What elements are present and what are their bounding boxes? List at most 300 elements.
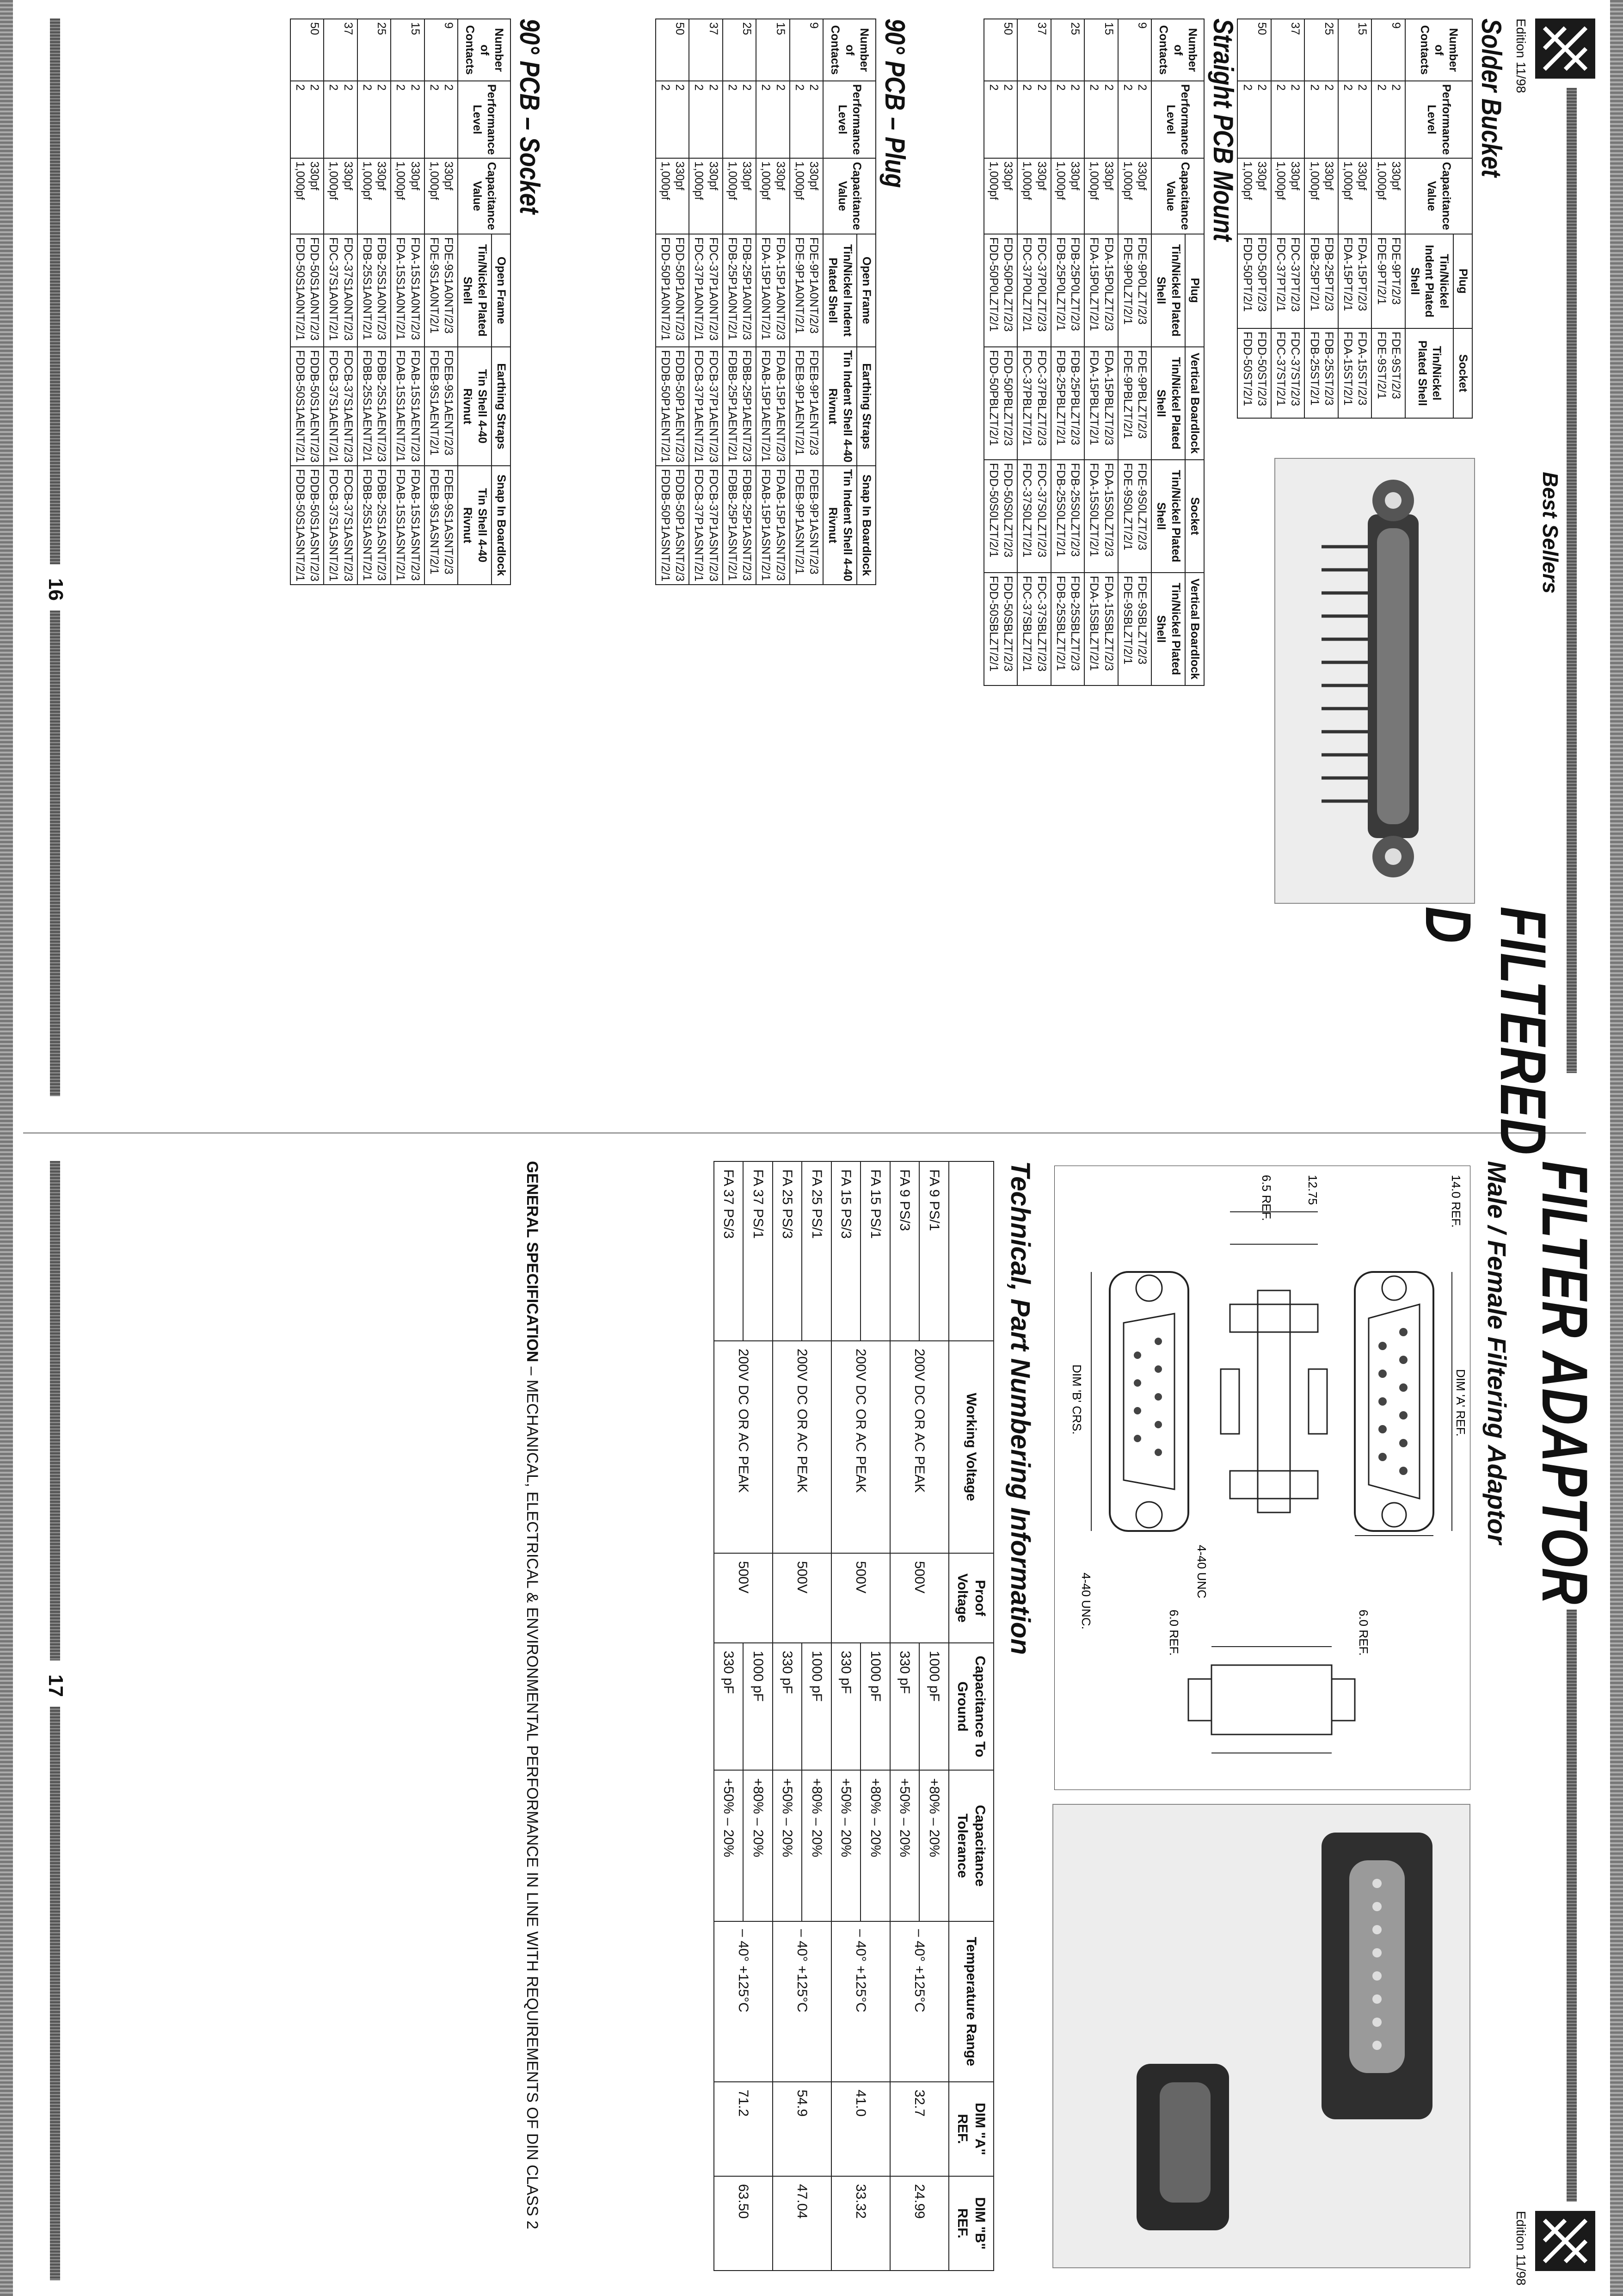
cell-a	[391, 234, 424, 347]
level-value: 2	[361, 84, 374, 91]
table-row	[920, 1161, 949, 2271]
level-value: 2	[1308, 84, 1321, 91]
cell-cap	[357, 158, 391, 234]
table-row	[790, 19, 824, 585]
cap-value: 1,000pf	[294, 161, 307, 200]
cell-vbl2	[1084, 573, 1118, 685]
col-plug: Plug	[1185, 234, 1204, 347]
contacts-value: 9	[807, 22, 821, 29]
cell-b	[324, 347, 357, 466]
c-value: FDBB-25S1ASNT/2/3	[375, 469, 388, 581]
plug-value: FDD-50PT/2/3	[1255, 237, 1268, 312]
cell-cap	[1084, 158, 1118, 234]
cap-tolerance: +50% – 20%	[890, 1770, 920, 1921]
c-value: FDCB-37P1ASNT/2/1	[692, 469, 706, 582]
cap-tolerance: +80% – 20%	[744, 1770, 773, 1921]
b-value: FDDB-50P1AENT/2/3	[673, 350, 687, 463]
cap-to-ground: 330 pF	[831, 1643, 861, 1771]
cell-contacts	[1017, 19, 1051, 81]
table-row	[357, 19, 391, 585]
cap-value: 1,000pf	[1274, 161, 1288, 200]
cap-value: 1,000pf	[361, 161, 374, 200]
col-cap: Capacitance Value	[823, 158, 876, 234]
socket-value: FDD-50S0LZT/2/3	[1002, 463, 1015, 558]
cap-value: 330pf	[1069, 161, 1082, 191]
dim-b-label: DIM 'B' CRS.	[1070, 1364, 1084, 1435]
cap-value: 1,000pf	[1341, 161, 1355, 200]
contacts-value: 50	[1255, 22, 1268, 35]
dim-14-label: 14.0 REF.	[1449, 1175, 1463, 1228]
c-value: FDCB-37S1ASNT/2/1	[327, 469, 340, 582]
b-value: FDBB-25P1AENT/2/3	[740, 350, 754, 462]
socket-value: FDE-9ST/2/3	[1389, 331, 1402, 399]
cell-plug	[1084, 234, 1118, 347]
c-value: FDEB-9S1ASNT/2/1	[428, 469, 441, 574]
a-value: FDE-9P1A0NT/2/3	[807, 237, 821, 334]
level-value: 2	[759, 84, 773, 91]
vbl2-value: FDA-15SBLZT/2/1	[1088, 575, 1101, 671]
part-number: FA 9 PS/1	[920, 1161, 949, 1341]
adaptor-photo	[1052, 1804, 1470, 2268]
cap-value: 1,000pf	[1021, 161, 1034, 200]
part-number: FA 37 PS/3	[714, 1161, 744, 1341]
cell-a	[689, 234, 723, 347]
c-value: FDEB-9P1ASNT/2/3	[807, 469, 821, 574]
table-row	[1084, 19, 1118, 685]
vbl2-value: FDE-9SBLZT/2/1	[1121, 575, 1134, 665]
col-c: Snap In Boardlock	[492, 466, 510, 585]
cell-a	[790, 234, 824, 347]
level-value: 2	[1021, 84, 1034, 91]
b-value: FDAB-15P1AENT/2/1	[759, 350, 773, 462]
socket-value: FDC-37S0LZT/2/3	[1035, 463, 1048, 558]
plug-value: FDC-37PT/2/3	[1289, 237, 1302, 312]
part-number: FA 15 PS/3	[831, 1161, 861, 1341]
cell-plug	[1017, 234, 1051, 347]
cell-c	[790, 466, 824, 585]
cap-value: 1,000pf	[1088, 161, 1101, 200]
col-proof-voltage: Proof Voltage	[949, 1553, 994, 1643]
socket-value: FDB-25ST/2/1	[1308, 331, 1321, 406]
cell-level	[1238, 81, 1272, 158]
page-17	[0, 1156, 1623, 2296]
contacts-value: 25	[375, 22, 388, 35]
a-value: FDA-15P1A0NT/2/3	[774, 237, 787, 340]
cell-cap	[723, 158, 756, 234]
cell-level	[1051, 81, 1085, 158]
cap-value: 1,000pf	[692, 161, 706, 200]
level-value: 2	[1121, 84, 1134, 91]
dim-1275-label: 12.75	[1306, 1175, 1320, 1205]
cap-tolerance: +50% – 20%	[773, 1770, 802, 1921]
cap-tolerance: +50% – 20%	[831, 1770, 861, 1921]
cell-level	[984, 81, 1018, 158]
cell-level	[723, 81, 756, 158]
b-value: FDCB-37P1AENT/2/3	[707, 350, 720, 463]
cell-plug	[1238, 234, 1272, 328]
b-value: FDAB-15S1AENT/2/3	[408, 350, 422, 462]
cell-contacts	[391, 19, 424, 81]
cell-b	[424, 347, 458, 466]
c-value: FDAB-15P1ASNT/2/1	[759, 469, 773, 581]
contacts-value: 37	[1289, 22, 1302, 35]
vbl2-value: FDD-50SBLZT/2/1	[987, 575, 1000, 672]
b-value: FDAB-15S1AENT/2/1	[394, 350, 407, 462]
a-value: FDB-25P1A0NT/2/1	[726, 237, 739, 340]
vbl2-value: FDC-37SBLZT/2/1	[1021, 575, 1034, 672]
c-value: FDEB-9P1ASNT/2/1	[793, 469, 806, 574]
level-value: 2	[793, 84, 806, 91]
level-value: 2	[807, 84, 821, 91]
socket-value: FDA-15ST/2/1	[1341, 331, 1355, 406]
vbl2-value: FDE-9SBLZT/2/3	[1136, 575, 1149, 665]
contacts-value: 25	[1069, 22, 1082, 35]
b-value: FDBB-25P1AENT/2/1	[726, 350, 739, 462]
plug-value: FDD-50P0LZT/2/3	[1002, 237, 1015, 332]
socket-value: FDC-37ST/2/1	[1274, 331, 1288, 407]
cell-b	[723, 347, 756, 466]
cell-level	[357, 81, 391, 158]
table-row	[723, 19, 756, 585]
b-value: FDEB-9P1AENT/2/1	[793, 350, 806, 456]
level-value: 2	[1356, 84, 1369, 91]
a-value: FDB-25S1A0NT/2/1	[361, 237, 374, 340]
col-c-sub: Tin Shell 4-40 Rivnut	[458, 466, 492, 585]
b-value: FDAB-15P1AENT/2/3	[774, 350, 787, 462]
plug-value: FDA-15PT/2/3	[1356, 237, 1369, 311]
plug-value: FDC-37P0LZT/2/3	[1035, 237, 1048, 332]
cap-tolerance: +50% – 20%	[714, 1770, 744, 1921]
table-row	[802, 1161, 832, 2271]
plug-value: FDB-25P0LZT/2/3	[1069, 237, 1082, 331]
tech-info-table	[713, 1161, 994, 2271]
col-dim-b: DIM "B" REF.	[949, 2176, 994, 2271]
c-value: FDBB-25P1ASNT/2/1	[726, 469, 739, 581]
proof-voltage: 500V	[831, 1553, 890, 1643]
socket-value: FDE-9S0LZT/2/3	[1136, 463, 1149, 550]
table-row	[861, 1161, 891, 2271]
cell-cap	[324, 158, 357, 234]
dim-a: 41.0	[831, 2082, 890, 2176]
c-value: FDBB-25S1ASNT/2/1	[361, 469, 374, 581]
table-row	[324, 19, 357, 585]
vbl-value: FDA-15PBLZT/2/1	[1088, 350, 1101, 445]
level-value: 2	[1341, 84, 1355, 91]
cap-value: 1,000pf	[759, 161, 773, 200]
cell-level	[391, 81, 424, 158]
cap-value: 330pf	[1002, 161, 1015, 191]
level-value: 2	[774, 84, 787, 91]
cell-b	[756, 347, 790, 466]
cap-value: 1,000pf	[1308, 161, 1321, 200]
cap-value: 330pf	[442, 161, 455, 191]
footer-rule-left	[50, 19, 60, 564]
table-row	[1017, 19, 1051, 685]
dim-a: 54.9	[773, 2082, 831, 2176]
a-value: FDA-15S1A0NT/2/1	[394, 237, 407, 340]
cap-to-ground: 1000 pF	[861, 1643, 891, 1771]
col-cap: Capacitance Value	[1151, 158, 1204, 234]
contacts-value: 37	[707, 22, 720, 35]
cap-value: 1,000pf	[659, 161, 672, 200]
cell-contacts	[656, 19, 689, 81]
table-row	[1338, 19, 1372, 418]
vbl-value: FDB-25PBLZT/2/1	[1054, 350, 1067, 445]
contacts-value: 9	[442, 22, 455, 29]
cap-value: 330pf	[1136, 161, 1149, 191]
cell-level	[1017, 81, 1051, 158]
level-value: 2	[394, 84, 407, 91]
col-b: Earthing Straps	[492, 347, 510, 466]
table-row	[689, 19, 723, 585]
working-voltage: 200V DC OR AC PEAK	[831, 1341, 890, 1553]
cell-plug	[1305, 234, 1339, 328]
cap-tolerance: +80% – 20%	[861, 1770, 891, 1921]
cap-value: 1,000pf	[1375, 161, 1388, 200]
col-level: Performance Level	[458, 81, 510, 158]
socket-value: FDA-15S0LZT/2/3	[1102, 463, 1115, 557]
a-value: FDC-37P1A0NT/2/3	[707, 237, 720, 341]
level-value: 2	[692, 84, 706, 91]
dim-6a-label: 6.0 REF.	[1357, 1610, 1371, 1656]
contacts-value: 37	[1035, 22, 1048, 35]
contacts-value: 50	[1002, 22, 1015, 35]
level-value: 2	[341, 84, 355, 91]
vbl-value: FDD-50PBLZT/2/1	[987, 350, 1000, 446]
level-value: 2	[707, 84, 720, 91]
vbl-value: FDC-37PBLZT/2/1	[1021, 350, 1034, 446]
level-value: 2	[659, 84, 672, 91]
cell-vbl2	[1118, 573, 1152, 685]
level-value: 2	[1255, 84, 1268, 91]
cell-level	[1084, 81, 1118, 158]
c-value: FDEB-9S1ASNT/2/3	[442, 469, 455, 574]
socket-value: FDB-25S0LZT/2/1	[1054, 463, 1067, 557]
contacts-value: 50	[308, 22, 321, 35]
general-specification	[523, 1161, 541, 2229]
table-row	[1305, 19, 1339, 418]
level-value: 2	[673, 84, 687, 91]
cell-socket	[1084, 460, 1118, 573]
cell-a	[324, 234, 357, 347]
cell-vbl	[1051, 347, 1085, 460]
plug-value: FDB-25P0LZT/2/1	[1054, 237, 1067, 331]
col-vbl-sub: Tin/Nickel Plated Shell	[1151, 347, 1185, 460]
level-value: 2	[375, 84, 388, 91]
page-title: FILTER ADAPTOR	[1529, 1161, 1601, 1605]
cap-to-ground: 330 pF	[773, 1643, 802, 1771]
b-value: FDCB-37S1AENT/2/1	[327, 350, 340, 463]
cell-c	[689, 466, 723, 585]
level-value: 2	[1241, 84, 1254, 91]
cell-contacts	[1051, 19, 1085, 81]
plug-value: FDB-25PT/2/3	[1322, 237, 1335, 311]
level-value: 2	[1002, 84, 1015, 91]
level-value: 2	[1389, 84, 1402, 91]
plug-value: FDC-37PT/2/1	[1274, 237, 1288, 312]
vbl2-value: FDA-15SBLZT/2/3	[1102, 575, 1115, 671]
cap-tolerance: +80% – 20%	[920, 1770, 949, 1921]
cap-value: 1,000pf	[1241, 161, 1254, 200]
level-value: 2	[1035, 84, 1048, 91]
socket-value: FDB-25S0LZT/2/3	[1069, 463, 1082, 557]
col-socket: Socket	[1453, 328, 1472, 418]
cell-contacts	[357, 19, 391, 81]
company-logo	[1535, 19, 1595, 79]
working-voltage: 200V DC OR AC PEAK	[773, 1341, 831, 1553]
col-a: Open Frame	[492, 234, 510, 347]
part-number: FA 37 PS/1	[744, 1161, 773, 1341]
cell-contacts	[1305, 19, 1339, 81]
a-value: FDA-15S1A0NT/2/3	[408, 237, 422, 340]
level-value: 2	[408, 84, 422, 91]
b-value: FDEB-9S1AENT/2/1	[428, 350, 441, 456]
plug90-title: 90° PCB – Plug	[879, 19, 910, 188]
plug-value: FDD-50P0LZT/2/1	[987, 237, 1000, 332]
a-value: FDC-37P1A0NT/2/1	[692, 237, 706, 341]
b-value: FDDB-50P1AENT/2/1	[659, 350, 672, 463]
col-cap: Capacitance Value	[458, 158, 510, 234]
cell-c	[391, 466, 424, 585]
page-fold	[23, 1132, 1586, 1134]
plug-value: FDA-15PT/2/1	[1341, 237, 1355, 311]
cell-cap	[1238, 158, 1272, 234]
cap-value: 330pf	[707, 161, 720, 191]
cell-a	[290, 234, 324, 347]
level-value: 2	[428, 84, 441, 91]
footer-rule-left	[50, 1161, 60, 1660]
socket-value: FDE-9ST/2/1	[1375, 331, 1388, 399]
table-row	[1118, 19, 1152, 685]
cap-value: 330pf	[375, 161, 388, 191]
part-number: FA 25 PS/3	[773, 1161, 802, 1341]
plug-value: FDB-25PT/2/1	[1308, 237, 1321, 311]
cell-a	[656, 234, 689, 347]
cell-plug	[1051, 234, 1085, 347]
col-vbl2-sub: Tin/Nickel Plated Shell	[1151, 573, 1185, 685]
level-value: 2	[1054, 84, 1067, 91]
cell-socket	[1118, 460, 1152, 573]
vbl-value: FDA-15PBLZT/2/3	[1102, 350, 1115, 445]
a-value: FDC-37S1A0NT/2/1	[327, 237, 340, 341]
col-a-sub: Tin/Nickel Indent Plated Shell	[823, 234, 857, 347]
col-dim-a: DIM "A" REF.	[949, 2082, 994, 2176]
cap-value: 1,000pf	[1054, 161, 1067, 200]
cell-level	[324, 81, 357, 158]
col-plug-sub: Tin/Nickel Plated Shell	[1151, 234, 1185, 347]
cell-level	[290, 81, 324, 158]
socket-value: FDC-37ST/2/3	[1289, 331, 1302, 407]
solder-bucket-title: Solder Bucket	[1476, 19, 1507, 177]
cell-cap	[756, 158, 790, 234]
footer-rule-right	[50, 611, 60, 1096]
temp-range: – 40° +125°C	[773, 1921, 831, 2082]
b-value: FDCB-37P1AENT/2/1	[692, 350, 706, 463]
cell-socket	[1372, 328, 1406, 418]
cell-vbl	[984, 347, 1018, 460]
cap-value: 330pf	[1035, 161, 1048, 191]
cell-cap	[689, 158, 723, 234]
cell-plug	[984, 234, 1018, 347]
cap-value: 330pf	[1255, 161, 1268, 191]
socket-value: FDB-25ST/2/3	[1322, 331, 1335, 406]
col-b-sub: Tin Indent Shell 4-40 Rivnut	[823, 347, 857, 466]
cell-contacts	[790, 19, 824, 81]
unc-label-2: 4-40 UNC.	[1079, 1573, 1093, 1629]
b-value: FDBB-25S1AENT/2/1	[361, 350, 374, 462]
level-value: 2	[1289, 84, 1302, 91]
cap-value: 1,000pf	[327, 161, 340, 200]
dim-b: 24.99	[890, 2176, 949, 2271]
cap-value: 330pf	[1356, 161, 1369, 191]
col-socket-sub: Tin/Nickel Plated Shell	[1151, 460, 1185, 573]
col-level: Performance Level	[823, 81, 876, 158]
level-value: 2	[726, 84, 739, 91]
header-rule	[1567, 88, 1577, 1073]
table-row	[391, 19, 424, 585]
col-plug: Plug	[1453, 234, 1472, 328]
b-value: FDDB-50S1AENT/2/1	[294, 350, 307, 463]
cell-b	[790, 347, 824, 466]
cell-plug	[1372, 234, 1406, 328]
cap-value: 1,000pf	[793, 161, 806, 200]
contacts-value: 15	[774, 22, 787, 35]
part-number: FA 15 PS/1	[861, 1161, 891, 1341]
cell-contacts	[1271, 19, 1305, 81]
company-logo	[1535, 2211, 1595, 2271]
level-value: 2	[1069, 84, 1082, 91]
edition-label: Edition 11/98	[1514, 19, 1528, 93]
table-row	[756, 19, 790, 585]
connector-photo-pcb	[1274, 458, 1475, 904]
col-contacts: Number of Contacts	[1151, 19, 1204, 81]
a-value: FDB-25S1A0NT/2/3	[375, 237, 388, 340]
col-cap-tolerance: Capacitance Tolerance	[949, 1770, 994, 1921]
level-value: 2	[740, 84, 754, 91]
col-socket-sub: Tin/Nickel Plated Shell	[1405, 328, 1453, 418]
socket90-title: 90° PCB – Socket	[514, 19, 545, 214]
socket-value: FDE-9S0LZT/2/1	[1121, 463, 1134, 550]
c-value: FDDB-50P1ASNT/2/3	[673, 469, 687, 582]
col-level: Performance Level	[1151, 81, 1204, 158]
b-value: FDDB-50S1AENT/2/3	[308, 350, 321, 463]
col-b-sub: Tin Shell 4-40 Rivnut	[458, 347, 492, 466]
plug-value: FDE-9P0LZT/2/1	[1121, 237, 1134, 325]
c-value: FDAB-15S1ASNT/2/1	[394, 469, 407, 581]
col-contacts: Number of Contacts	[458, 19, 510, 81]
cap-to-ground: 330 pF	[890, 1643, 920, 1771]
straight-pcb-title: Straight PCB Mount	[1208, 19, 1239, 241]
temp-range: – 40° +125°C	[831, 1921, 890, 2082]
page-number: 16	[44, 578, 67, 601]
cell-level	[1338, 81, 1372, 158]
temp-range: – 40° +125°C	[714, 1921, 773, 2082]
level-value: 2	[327, 84, 340, 91]
contacts-value: 15	[1102, 22, 1115, 35]
vbl2-value: FDC-37SBLZT/2/3	[1035, 575, 1048, 672]
cap-tolerance: +80% – 20%	[802, 1770, 832, 1921]
edition-label: Edition 11/98	[1514, 2211, 1528, 2286]
col-vbl: Vertical Boardlock	[1185, 347, 1204, 460]
a-value: FDC-37S1A0NT/2/3	[341, 237, 355, 341]
col-vbl2: Vertical Boardlock	[1185, 573, 1204, 685]
col-b: Earthing Straps	[857, 347, 876, 466]
table-row	[656, 19, 689, 585]
a-value: FDD-50S1A0NT/2/3	[308, 237, 321, 341]
plug-value: FDC-37P0LZT/2/1	[1021, 237, 1034, 332]
vbl-value: FDE-9PBLZT/2/1	[1121, 350, 1134, 439]
cell-plug	[1271, 234, 1305, 328]
